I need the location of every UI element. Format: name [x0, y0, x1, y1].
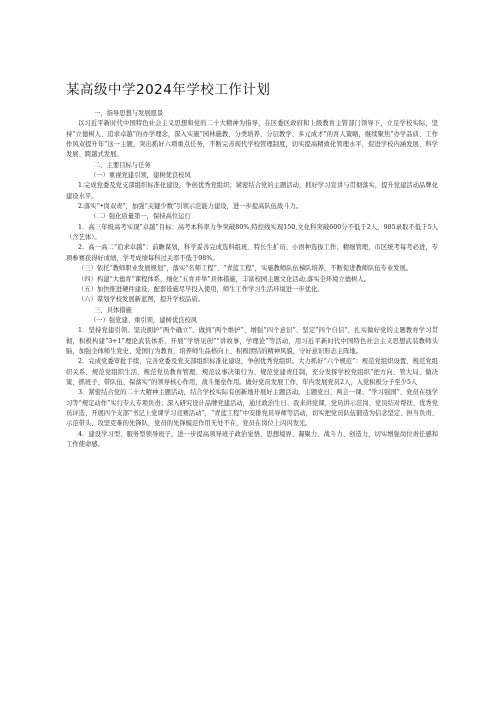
body-paragraph: 1．坚持党建引领。坚决拥护“两个确立”、做到“两个维护”、增强“四个意识”、坚定“四个自信”，扎实做好党的主题教育学习贯彻，积极构建“3+1”理论武装体系，开展“学悟见创”“讲故事，学理论”等活动，用习近平新时代中国特色社会主义思想武装教师头脑，加强全体师生党史、爱国行为教育，培养师生品格向上、积极团结的精神风貌，守好意识形态主阵地。	[66, 327, 438, 355]
body-paragraph: 4．建设学习型、服务型领导班子，进一步提高领导班子政治觉悟、思想境界、凝聚力、战斗力、创造力，切实增强岗位责任感和工作使命感。	[66, 430, 438, 448]
body-paragraph: 2．高一高二“追求卓越”：前瞻谋划，科学妥善完成选科组班、特长生扩员、小语种选拔工作；精细管理，市区统考每考必进，专项参赛获得好成绩，学考成绩每科过关率不低于98%。	[66, 244, 438, 262]
section-heading: （一）强党建、重引领，建树优良校风	[90, 316, 198, 324]
document-body	[66, 109, 438, 450]
section-heading: （二）强化质量第一，保持高位运行	[90, 213, 191, 221]
body-paragraph: （四）构建“大德育”课程体系，细化“五育并举”具体措施，丰富校园主题文化活动,落实全环境立德树人。	[78, 275, 370, 283]
section-heading: （一）重视党建引领，建树优良校风	[90, 172, 191, 180]
body-paragraph: 2．完成党委审批手续，完善党委及党支部组织标准化建设，争创优秀党组织。大力抓好“六个规范”：规范党组织设置、规范党组织关系、规范党组织生活、规范党员教育管理、规范议事决策行为、规范党建责任制，充分发挥学校党组织“把方向、管大局、做决策、抓班子、带队伍、保落实”的领导核心作用，战斗堡垒作用。做好党员发展工作，年内发展党员2人，入党积极分子至少5人	[66, 358, 438, 386]
body-paragraph: （六）谋划学校发展新蓝图，提升学校品质。	[78, 296, 204, 304]
body-paragraph: （五）加快推进硬件建设，配套设施尽早投入使用，师生工作学习生活环境进一步优化。	[78, 285, 324, 293]
section-heading: 一、指导思想与发展愿景	[94, 110, 164, 117]
document-title: 某高级中学2024年学校工作计划	[66, 82, 271, 98]
body-paragraph: 1．高三年级高考实现“卓越”目标：高考本科率力争突破80%,特控线实现150,文化科突破600分不低于2人，985录取不低于5人（含艺体）。	[66, 223, 438, 242]
body-paragraph: 2.落实“•岗双责”，加强“关键少数”引领示范能力建设，进一步提高队伍战斗力。	[78, 203, 303, 211]
section-heading: 三、具体措施	[94, 306, 132, 314]
body-paragraph: 1.完成党委及党支部组织标准化建设，争创优秀党组织；紧密结合党的主题活动，抓好学习宣讲与贯彻落实，提升党建活动品牌化建设水平。	[66, 182, 438, 200]
body-paragraph: （三）依托“教师职业发展规划”，落实“名师工程”、“青蓝工程”，实施教师队伍梯队培养，不断促进教师队伍专业发展。	[78, 265, 413, 273]
section-heading: 二、主要目标与任务	[94, 161, 151, 169]
body-paragraph: 3．紧密结合党的二十大精神主题活动，结合学校实际有创新地开展好主题活动。主题党日、两会一课、“学习强国”、党员在线学习等“规定动作”实行专人专项负责；深入研究设计品牌党建活动，通过政治生日、我来讲党课、党员讲示范岗、党员结对帮扶、优秀党员评选、开展四个支部“书记上党课学习竞赛活动”，“青蓝工程”中安排党员导师等活动，切实把党员队伍锻造为信念坚定、担当负责、示范带头、攻坚克难的先锋队，党员的先锋模范作用无处不在，党员在岗位上闪闪发光。	[66, 389, 438, 428]
body-paragraph: 以习近平新时代中国特色社会主义思想和党的二十大精神为指导，在区委区政府和上级教育主管部门领导下，立足学校实际，坚持“立德树人、追求卓越”的办学理念，深入实施“园林施教、分类培养、分层教学、多元成才”的育人策略，继续聚焦“办学品质、工作作风双提升年”这一主题，突出抓好六项重点任务，不断完善现代学校管理制度，切实提高精致化管理水平，促进学校内涵发展、科学发展、跨越式发展。	[66, 120, 438, 159]
